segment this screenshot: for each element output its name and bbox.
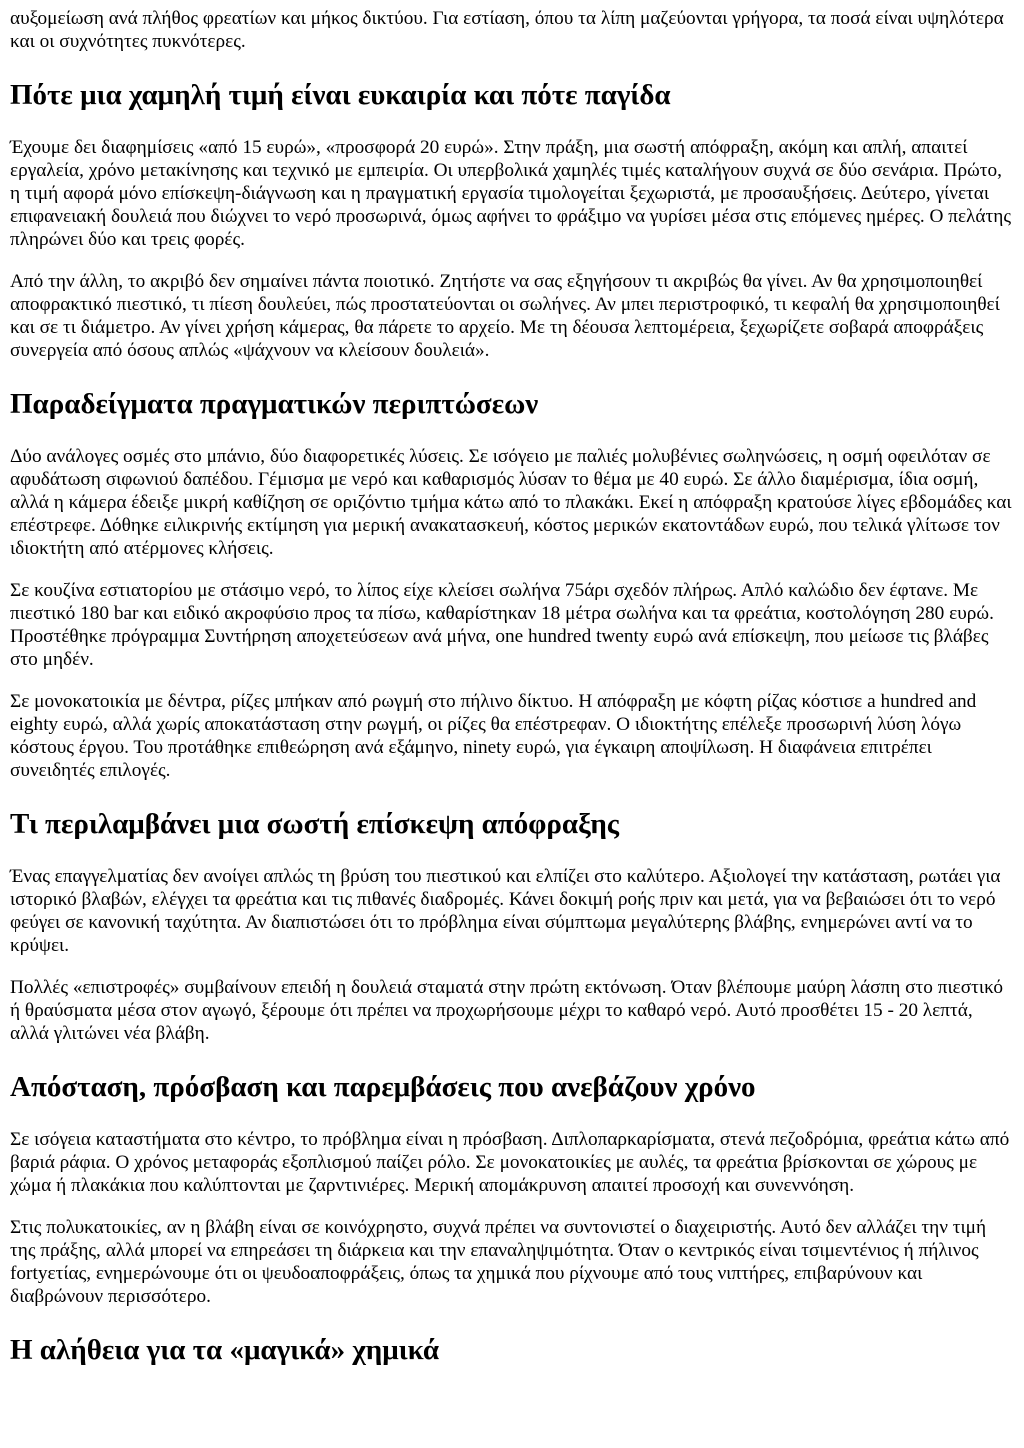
paragraph: Σε κουζίνα εστιατορίου με στάσιμο νερό, το λίπος είχε κλείσει σωλήνα 75άρι σχεδόν πλήρως. Απλό καλώδιο δεν έφτανε. Με πιεστικό 180 bar και ειδικό ακροφύσιο προς τα πίσω, καθαρίστηκαν 18 μέτρα σωλήνα και τα φρεάτια, κοστολόγηση 280 ευρώ. Προστέθηκε πρόγραμμα Συντήρηση αποχετεύσεων ανά μήνα, one hundred twenty ευρώ ανά επίσκεψη, που μείωσε τις βλάβες στο μηδέν.	[10, 580, 994, 670]
paragraph: Έχουμε δει διαφημίσεις «από 15 ευρώ», «προσφορά 20 ευρώ». Στην πράξη, μια σωστή απόφραξη, ακόμη και απλή, απαιτεί εργαλεία, χρόνο μετακίνησης και τεχνικό με εμπειρία. Οι υπερβολικά χαμηλές τιμές καταλήγουν συχνά σε δύο σενάρια. Πρώτο, η τιμή αφορά μόνο επίσκεψη-διάγνωση και η πραγματική εργασία τιμολογείται ξεχωριστά, με προσαυξήσεις. Δεύτερο, γίνεται επιφανειακή δουλειά που διώχνει το νερό προσωρινά, όμως αφήνει το φράξιμο να γυρίσει μέσα στις επόμενες ημέρες. Ο πελάτης πληρώνει δύο και τρεις φορές.	[10, 137, 1011, 250]
section-heading-truth-about-magic-chemicals: Η αλήθεια για τα «μαγικά» χημικά	[10, 1334, 440, 1366]
paragraph: Από την άλλη, το ακριβό δεν σημαίνει πάντα ποιοτικό. Ζητήστε να σας εξηγήσουν τι ακριβώς θα γίνει. Αν θα χρησιμοποιηθεί αποφρακτικό πιεστικό, τι πίεση δουλεύει, πώς προστατεύονται οι σωλήνες. Αν μπει περιστροφικό, τι κεφαλή θα χρησιμοποιηθεί και σε τι διάμετρο. Αν γίνει χρήση κάμερας, θα πάρετε το αρχείο. Με τη δέουσα λεπτομέρεια, ξεχωρίζετε σοβαρά αποφράξεις συνεργεία από όσους απλώς «ψάχνουν να κλείσουν δουλειά».	[10, 271, 1000, 361]
section-heading-real-case-examples: Παραδείγματα πραγματικών περιπτώσεων	[10, 388, 539, 420]
section-heading-distance-access-time: Απόσταση, πρόσβαση και παρεμβάσεις που ανεβάζουν χρόνο	[10, 1071, 756, 1103]
paragraph: Σε ισόγεια καταστήματα στο κέντρο, το πρόβλημα είναι η πρόσβαση. Διπλοπαρκαρίσματα, στενά πεζοδρόμια, φρεάτια κάτω από βαριά ράφια. Ο χρόνος μεταφοράς εξοπλισμού παίζει ρόλο. Σε μονοκατοικίες με αυλές, τα φρεάτια βρίσκονται σε χώρους με χώμα ή πλακάκια που καλύπτονται με ζαρντινιέρες. Μερική απομάκρυνση απαιτεί προσοχή και συνεννόηση.	[10, 1129, 1010, 1196]
paragraph: Σε μονοκατοικία με δέντρα, ρίζες μπήκαν από ρωγμή στο πήλινο δίκτυο. Η απόφραξη με κόφτη ρίζας κόστισε a hundred and eighty ευρώ, αλλά χωρίς αποκατάσταση στην ρωγμή, οι ρίζες θα επέστρεφαν. Ο ιδιοκτήτης επέλεξε προσωρινή λύση λόγω κόστους έργου. Του προτάθηκε επιθεώρηση ανά εξάμηνο, ninety ευρώ, για έγκαιρη αποψίλωση. Η διαφάνεια επιτρέπει συνειδητές επιλογές.	[10, 691, 977, 781]
paragraph: Στις πολυκατοικίες, αν η βλάβη είναι σε κοινόχρηστο, συχνά πρέπει να συντονιστεί ο διαχειριστής. Αυτό δεν αλλάζει την τιμή της πράξης, αλλά μπορεί να επηρεάσει τη διάρκεια και την επαναληψιμότητα. Όταν ο κεντρικός είναι τσιμεντένιος ή πήλινος fortyετίας, ενημερώνουμε ότι οι ψευδοαποφράξεις, όπως τα χημικά που ρίχνουμε από τους νιπτήρες, επιβαρύνουν και διαβρώνουν περισσότερο.	[10, 1217, 987, 1307]
section-heading-what-a-proper-visit-includes: Τι περιλαμβάνει μια σωστή επίσκεψη απόφραξης	[10, 808, 620, 840]
section-heading-low-price-opportunity-or-trap: Πότε μια χαμηλή τιμή είναι ευκαιρία και πότε παγίδα	[10, 79, 671, 111]
paragraph: Πολλές «επιστροφές» συμβαίνουν επειδή η δουλειά σταματά στην πρώτη εκτόνωση. Όταν βλέπουμε μαύρη λάσπη στο πιεστικό ή θραύσματα μέσα στον αγωγό, ξέρουμε ότι πρέπει να προχωρήσουμε μέχρι το καθαρό νερό. Αυτό προσθέτει 15 - 20 λεπτά, αλλά γλιτώνει νέα βλάβη.	[10, 977, 1004, 1044]
intro-paragraph-tail: αυξομείωση ανά πλήθος φρεατίων και μήκος δικτύου. Για εστίαση, όπου τα λίπη μαζεύονται γρήγορα, τα ποσά είναι υψηλότερα και οι συχνότητες πυκνότερες.	[10, 8, 1004, 52]
paragraph: Ένας επαγγελματίας δεν ανοίγει απλώς τη βρύση του πιεστικού και ελπίζει στο καλύτερο. Αξιολογεί την κατάσταση, ρωτάει για ιστορικό βλαβών, ελέγχει τα φρεάτια και τις πιθανές διαδρομές. Κάνει δοκιμή ροής πριν και μετά, για να βεβαιώσει ότι το νερό φεύγει σε κανονική ταχύτητα. Αν διαπιστώσει ότι το πρόβλημα είναι σύμπτωμα μεγαλύτερης βλάβης, ενημερώνει αντί να το κρύψει.	[10, 866, 1001, 956]
paragraph: Δύο ανάλογες οσμές στο μπάνιο, δύο διαφορετικές λύσεις. Σε ισόγειο με παλιές μολυβένιες σωληνώσεις, η οσμή οφειλόταν σε αφυδάτωση σιφωνιού δαπέδου. Γέμισμα με νερό και καθαρισμός λύσαν το θέμα με 40 ευρώ. Σε άλλο διαμέρισμα, ίδια οσμή, αλλά η κάμερα έδειξε μικρή καθίζηση σε οριζόντιο τμήμα κάτω από το πλακάκι. Εκεί η απόφραξη κρατούσε λίγες εβδομάδες και επέστρεφε. Δόθηκε ειλικρινής εκτίμηση για μερική ανακατασκευή, κόστος μερικών εκατοντάδων ευρώ, που τελικά γλίτωσε τον ιδιοκτήτη από ατέρμονες κλήσεις.	[10, 446, 1012, 559]
